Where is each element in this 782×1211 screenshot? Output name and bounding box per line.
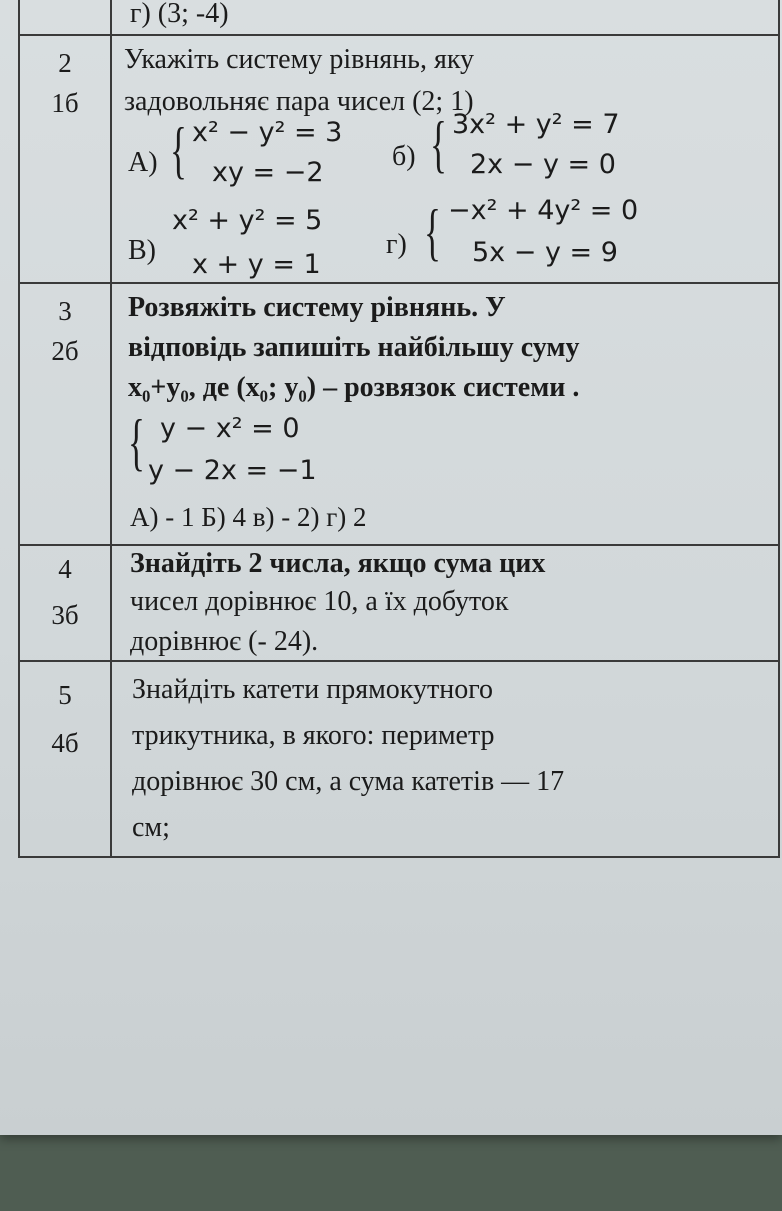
question-line: чисел дорівнює 10, а їх добуток (130, 586, 509, 617)
system-brace: { (128, 406, 145, 477)
question-line: задовольняє пара чисел (2; 1) (124, 86, 474, 117)
system-equation: 5x − y = 9 (472, 237, 618, 268)
option-label: б) (392, 141, 416, 172)
question-line: Знайдіть 2 числа, якщо сума цих (130, 548, 546, 579)
question-line: дорівнює 30 см, а сума катетів — 17 (132, 766, 565, 797)
system-brace: { (170, 114, 187, 185)
question-line: Розвяжіть систему рівнянь. У (128, 292, 506, 323)
system-equation: 3x² + y² = 7 (452, 109, 620, 140)
option-label: В) (128, 235, 156, 266)
system-equation: y − x² = 0 (160, 413, 300, 444)
task-number: 2 (58, 48, 72, 78)
system-equation: x² + y² = 5 (172, 205, 323, 236)
task-number: 4 (58, 554, 72, 584)
row-divider (18, 856, 780, 858)
question-line: Укажіть систему рівнянь, яку (124, 44, 475, 75)
system-equation: x² − y² = 3 (192, 117, 343, 148)
system-equation: x + y = 1 (192, 249, 321, 280)
question-line: см; (132, 812, 170, 843)
task-points: 3б (51, 600, 79, 630)
system-brace: { (430, 108, 447, 179)
question-line: відповідь запишіть найбільшу суму (128, 332, 580, 363)
task-number: 5 (58, 680, 72, 710)
question-line: трикутника, в якого: периметр (132, 720, 495, 751)
question-line: дорівнює (- 24). (130, 626, 319, 657)
row-divider (18, 282, 780, 284)
answer-options: А) - 1 Б) 4 в) - 2) г) 2 (130, 502, 367, 532)
task-points: 1б (51, 88, 79, 118)
system-equation: y − 2x = −1 (148, 455, 317, 486)
question-line: Знайдіть катети прямокутного (132, 674, 494, 705)
system-equation: xy = −2 (212, 157, 324, 188)
previous-option-text: г) (3; -4) (130, 0, 229, 29)
system-brace: { (424, 196, 441, 267)
system-equation: 2x − y = 0 (470, 149, 616, 180)
table-column-divider (110, 0, 112, 858)
task-number: 3 (58, 296, 72, 326)
table-border-right (778, 0, 780, 858)
question-line: x₀+y₀, де (x₀; y₀) – розвязок системи . (128, 372, 580, 403)
system-equation: −x² + 4y² = 0 (448, 195, 639, 226)
option-label: г) (386, 229, 407, 260)
task-points: 2б (51, 336, 79, 366)
task-points: 4б (51, 728, 79, 758)
option-label: А) (128, 147, 158, 178)
